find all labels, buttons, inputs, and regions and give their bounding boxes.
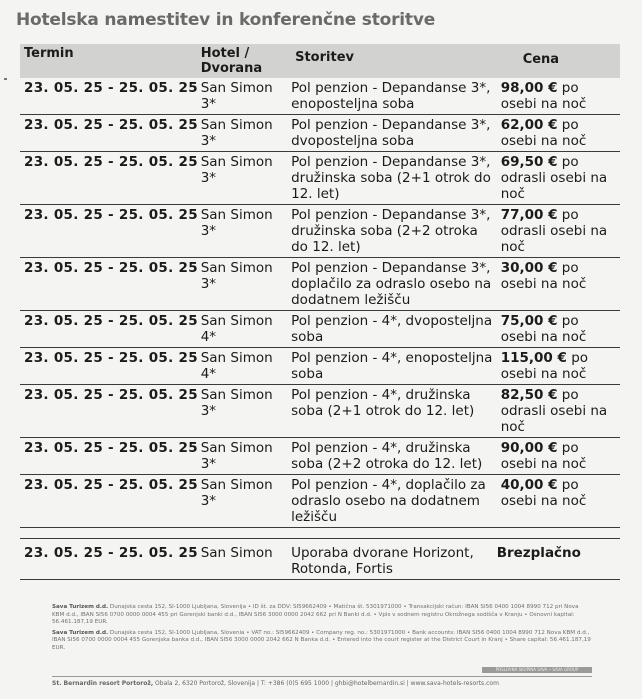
cell-cena <box>497 438 620 475</box>
cell-cena <box>497 475 620 528</box>
cell-cena <box>497 258 620 311</box>
cell-cena <box>497 205 620 258</box>
cell-cena <box>497 348 620 385</box>
cell-cena <box>497 152 620 205</box>
cell-storitev: Pol penzion - Depandanse 3*, družinska soba (2+1 otrok do 12. let) <box>287 152 497 205</box>
cell-storitev: Pol penzion - 4*, družinska soba (2+2 otroka do 12. let) <box>287 438 497 475</box>
cell-termin: 23. 05. 25 - 25. 05. 25 <box>20 152 197 205</box>
price-unit: po odrasli osebi na noč <box>500 387 608 435</box>
cell-termin: 23. 05. 25 - 25. 05. 25 <box>20 348 197 385</box>
table-row <box>20 385 620 438</box>
spacer-row <box>20 528 620 539</box>
table-row <box>20 475 620 528</box>
price-value: 98,00 € <box>500 80 558 96</box>
footer-divider <box>52 676 592 677</box>
cell-storitev: Pol penzion - 4*, dvoposteljna soba <box>287 311 497 348</box>
header-cena: Cena <box>497 44 620 78</box>
table-row <box>20 258 620 311</box>
cell-hotel: San Simon 3* <box>197 115 287 152</box>
header-termin: Termin <box>20 44 197 78</box>
price-unit: po osebi na noč <box>500 350 589 382</box>
table-row <box>20 115 620 152</box>
cell-hotel: San Simon 3* <box>197 385 287 438</box>
cell-cena <box>497 78 620 115</box>
cell-storitev: Pol penzion - Depandanse 3*, družinska soba (2+2 otroka do 12. let) <box>287 205 497 258</box>
cell-termin: 23. 05. 25 - 25. 05. 25 <box>20 205 197 258</box>
price-value: 82,50 € <box>500 387 558 403</box>
header-storitev: Storitev <box>287 44 497 78</box>
price-table <box>20 44 620 580</box>
cell-hotel: San Simon 4* <box>197 348 287 385</box>
footer-line-en: Sava Turizem d.d. Dunajska cesta 152, SI-1000 Ljubljana, Slovenia • VAT no.: SI59662409 • Company reg. no.: 5301971000 • Bank accounts: IBAN SI56 0400 1004 8990 712 Nova KBM d.d., IBAN SI56 0700 0000 0004 455 Gorenjska banka d.d., IBAN SI56 3000 0000 2042 662 N Banka d.d. • Entered into the court register at the District Court in Kranj • Share capital: 56.461.187,19 EUR. <box>52 629 591 651</box>
table-row-hall <box>20 539 620 580</box>
price-value: 75,00 € <box>500 313 558 329</box>
price-value: 69,50 € <box>500 154 558 170</box>
table-row <box>20 78 620 115</box>
cell-storitev: Pol penzion - Depandanse 3*, enoposteljna soba <box>287 78 497 115</box>
cell-storitev: Pol penzion - Depandanse 3*, doplačilo za odraslo osebo na dodatnem ležišču <box>287 258 497 311</box>
cell-hotel: San Simon 3* <box>197 152 287 205</box>
cell-storitev: Pol penzion - 4*, družinska soba (2+1 otrok do 12. let) <box>287 385 497 438</box>
cell-termin: 23. 05. 25 - 25. 05. 25 <box>20 438 197 475</box>
price-unit: po osebi na noč <box>500 477 587 509</box>
price-value: 62,00 € <box>500 117 558 133</box>
cell-storitev: Pol penzion - 4*, doplačilo za odraslo osebo na dodatnem ležišču <box>287 475 497 528</box>
table-row <box>20 348 620 385</box>
cell-hotel: San Simon 3* <box>197 258 287 311</box>
cell-hotel: San Simon <box>197 539 287 580</box>
margin-mark <box>4 78 7 80</box>
cell-hotel: San Simon 4* <box>197 311 287 348</box>
table-row <box>20 311 620 348</box>
cell-termin: 23. 05. 25 - 25. 05. 25 <box>20 78 197 115</box>
header-hotel: Hotel / Dvorana <box>197 44 287 78</box>
cell-termin: 23. 05. 25 - 25. 05. 25 <box>20 258 197 311</box>
sava-group-tag: POSLOVNA SKUPINA SAVA • SAVA GROUP <box>482 667 592 673</box>
cell-hotel: San Simon 3* <box>197 78 287 115</box>
table-row <box>20 205 620 258</box>
cell-cena-free: Brezplačno <box>497 539 620 580</box>
cell-hotel: San Simon 3* <box>197 475 287 528</box>
price-unit: po odrasli osebi na noč <box>500 207 608 255</box>
price-unit: po osebi na noč <box>500 117 587 149</box>
price-unit: po odrasli osebi na noč <box>500 154 608 202</box>
cell-termin: 23. 05. 25 - 25. 05. 25 <box>20 475 197 528</box>
cell-cena <box>497 311 620 348</box>
cell-termin: 23. 05. 25 - 25. 05. 25 <box>20 539 197 580</box>
cell-storitev: Pol penzion - 4*, enoposteljna soba <box>287 348 497 385</box>
price-value: 77,00 € <box>500 207 558 223</box>
cell-storitev: Pol penzion - Depandanse 3*, dvoposteljna soba <box>287 115 497 152</box>
cell-termin: 23. 05. 25 - 25. 05. 25 <box>20 385 197 438</box>
footer-line-sl: Sava Turizem d.d. Dunajska cesta 152, SI-1000 Ljubljana, Slovenija • ID št. za DDV: SI59662409 • Matična št. 5301971000 • Transakcijski račun: IBAN SI56 0400 1004 8990 712 pri Nova KBM d.d., IBAN SI56 0700 0000 0004 455 pri Gorenjski banki d.d., IBAN SI56 3000 0000 2042 662 pri N Banki d.d. • Vpis v sodnem registru Okrožnega sodišča v Kranju • Osnovni kapital: 56.461.187,19 EUR. <box>52 604 579 625</box>
table-row <box>20 438 620 475</box>
cell-hotel: San Simon 3* <box>197 438 287 475</box>
cell-storitev: Uporaba dvorane Horizont, Rotonda, Fortis <box>287 539 497 580</box>
cell-termin: 23. 05. 25 - 25. 05. 25 <box>20 115 197 152</box>
footer <box>52 604 592 655</box>
price-value: 90,00 € <box>500 440 558 456</box>
price-unit: po osebi na noč <box>500 260 587 292</box>
page-title: Hotelska namestitev in konferenčne storitve <box>16 10 436 30</box>
cell-hotel: San Simon 3* <box>197 205 287 258</box>
cell-cena <box>497 115 620 152</box>
spacer-cell <box>20 528 620 539</box>
price-unit: po osebi na noč <box>500 440 587 472</box>
price-unit: po osebi na noč <box>500 313 587 345</box>
footer-address: St. Bernardin resort Portorož, Obala 2, 6320 Portorož, Slovenija | T: +386 (0)5 695 1000 | ghbi@hotelbernardin.si | www.sava-hotels-resorts.com <box>52 680 499 687</box>
price-value: 40,00 € <box>500 477 558 493</box>
table-header-row <box>20 44 620 78</box>
cell-cena <box>497 385 620 438</box>
price-unit: po osebi na noč <box>500 80 587 112</box>
table-row <box>20 152 620 205</box>
cell-termin: 23. 05. 25 - 25. 05. 25 <box>20 311 197 348</box>
price-value: 115,00 € <box>500 350 567 366</box>
price-value: 30,00 € <box>500 260 558 276</box>
